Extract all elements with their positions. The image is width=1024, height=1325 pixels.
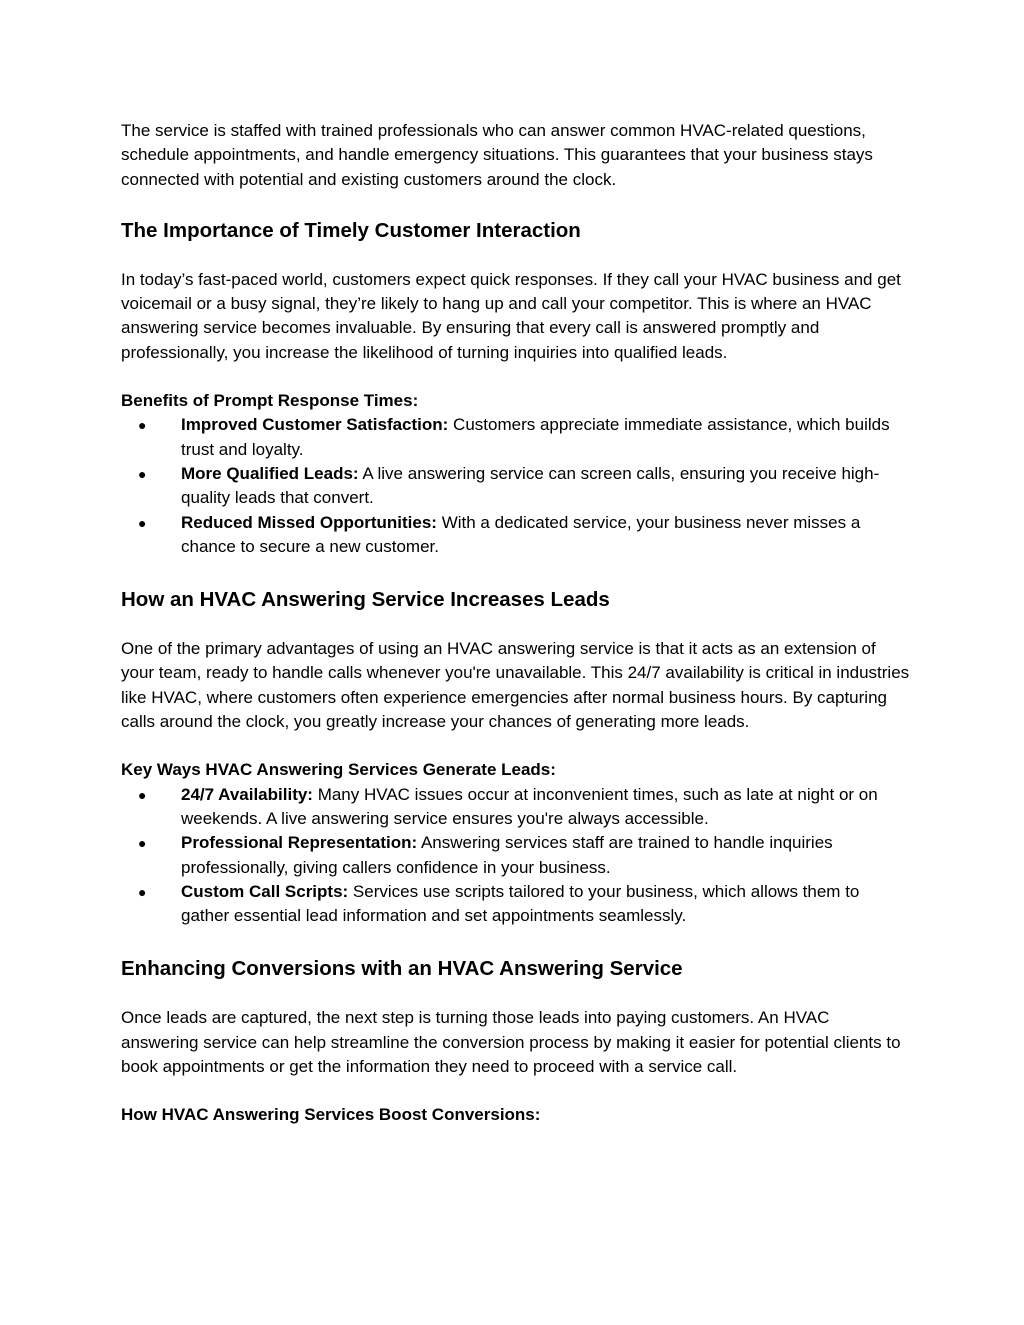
list-item-lead: Professional Representation: xyxy=(181,833,418,853)
section-heading-enhancing-conversions: Enhancing Conversions with an HVAC Answering Service xyxy=(121,957,683,981)
list-item-text: Customers appreciate immediate assistance, which builds trust and loyalty. xyxy=(181,415,890,459)
bullet-icon: ● xyxy=(138,786,147,803)
intro-paragraph: The service is staffed with trained professionals who can answer common HVAC-related questions, schedule appointments, and handle emergency situations. This guarantees that your business stays connected with potential and existing customers around the clock. xyxy=(121,121,873,189)
benefits-subheading: Benefits of Prompt Response Times: xyxy=(121,391,419,411)
list-item-text: With a dedicated service, your business never misses a chance to secure a new customer. xyxy=(181,512,861,556)
list-item-lead: Improved Customer Satisfaction: xyxy=(181,415,449,435)
document-page xyxy=(121,119,911,1128)
list-item xyxy=(121,511,911,560)
list-item-lead: Reduced Missed Opportunities: xyxy=(181,512,437,532)
list-item xyxy=(121,413,911,462)
list-item xyxy=(121,783,911,832)
section-heading-timely-interaction: The Importance of Timely Customer Interaction xyxy=(121,218,581,242)
list-item-text: Services use scripts tailored to your business, which allows them to gather essential lead information and set appointments seamlessly. xyxy=(181,881,860,926)
list-item-text: A live answering service can screen calls, ensuring you receive high-quality leads that convert. xyxy=(181,463,880,508)
benefits-list xyxy=(121,413,911,559)
list-item-lead: Custom Call Scripts: xyxy=(181,881,349,901)
key-ways-list xyxy=(121,783,911,929)
list-item-text: Many HVAC issues occur at inconvenient times, such as late at night or on weekends. A live answering service ensures you're always accessible. xyxy=(181,784,878,828)
bullet-icon: ● xyxy=(138,465,147,482)
section-heading-increases-leads: How an HVAC Answering Service Increases Leads xyxy=(121,588,610,612)
list-item xyxy=(121,831,911,880)
increases-leads-paragraph: One of the primary advantages of using an HVAC answering service is that it acts as an extension of your team, ready to handle calls whenever you're unavailable. This 24/7 availability is critical in industries like HVAC, where customers often experience emergencies after normal business hours. By capturing calls around the clock, you greatly increase your chances of generating more leads. xyxy=(121,639,910,732)
list-item-lead: More Qualified Leads: xyxy=(181,463,359,483)
list-item xyxy=(121,880,911,929)
bullet-icon: ● xyxy=(138,514,147,531)
bullet-icon: ● xyxy=(138,883,147,900)
key-ways-subheading: Key Ways HVAC Answering Services Generate Leads: xyxy=(121,760,556,780)
list-item-text: Answering services staff are trained to handle inquiries professionally, giving callers confidence in your business. xyxy=(181,833,833,877)
boost-conversions-subheading: How HVAC Answering Services Boost Conversions: xyxy=(121,1105,541,1125)
bullet-icon: ● xyxy=(138,835,147,852)
bullet-icon: ● xyxy=(138,417,147,434)
list-item xyxy=(121,462,911,511)
enhancing-conversions-paragraph: Once leads are captured, the next step is turning those leads into paying customers. An HVAC answering service can help streamline the conversion process by making it easier for potential clients to book appointments or get the information they need to proceed with a service call. xyxy=(121,1008,901,1077)
timely-interaction-paragraph: In today’s fast-paced world, customers expect quick responses. If they call your HVAC business and get voicemail or a busy signal, they’re likely to hang up and call your competitor. This is where an HVAC answering service becomes invaluable. By ensuring that every call is answered promptly and professionally, you increase the likelihood of turning inquiries into qualified leads. xyxy=(121,269,901,362)
list-item-lead: 24/7 Availability: xyxy=(181,784,313,804)
